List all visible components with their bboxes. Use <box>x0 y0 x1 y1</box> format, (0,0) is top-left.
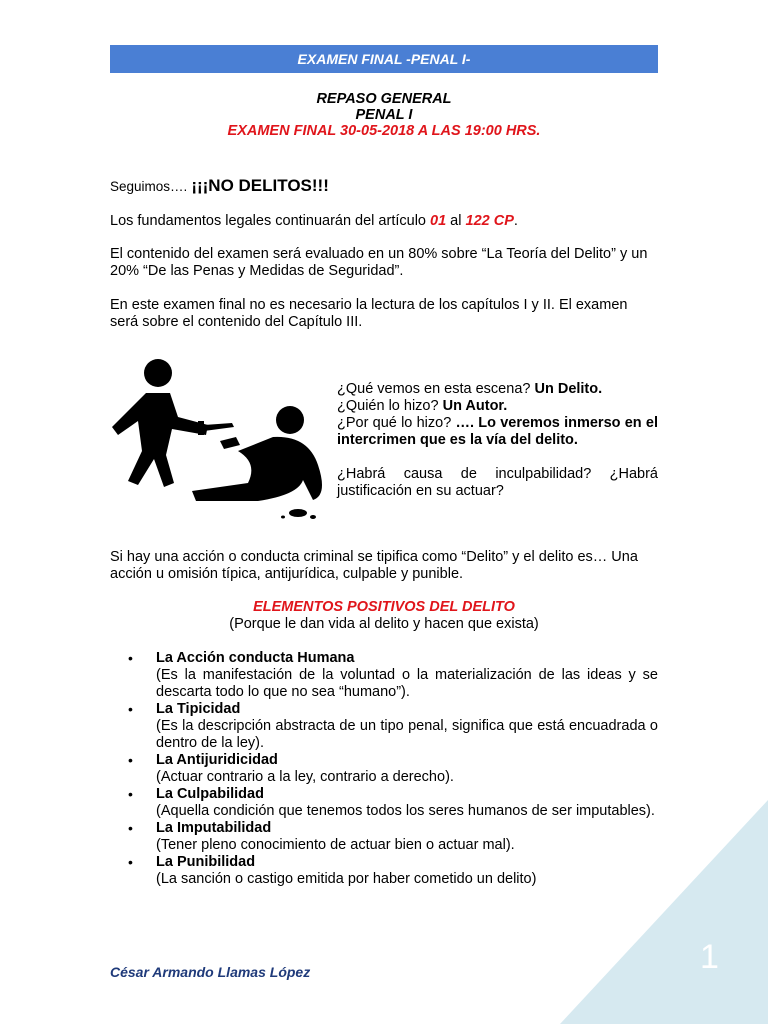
scene-a1: Un Delito. <box>534 381 603 397</box>
contenido-paragraph: El contenido del examen será evaluado en un 80% sobre “La Teoría del Delito” y un 20% “De las Penas y Medidas de Seguridad”. <box>110 246 648 279</box>
title-repaso: REPASO GENERAL <box>316 91 452 107</box>
bullet-icon: • <box>128 650 133 666</box>
bullet-icon: • <box>128 786 133 802</box>
bullet-icon: • <box>128 701 133 717</box>
intro-prefix: Seguimos…. <box>110 179 188 194</box>
intro-line <box>110 177 658 196</box>
bullet-icon: • <box>128 820 133 836</box>
item-title: La Acción conducta Humana <box>156 650 355 666</box>
scene-q2 <box>337 398 658 415</box>
crime-scene-illustration <box>108 355 333 525</box>
definicion-paragraph: Si hay una acción o conducta criminal se tipifica como “Delito” y el delito es… Una acción u omisión típica, antijurídica, culpable y punible. <box>110 549 638 582</box>
intro-emphasis: ¡¡¡NO DELITOS!!! <box>191 176 329 195</box>
scene-q2-text: ¿Quién lo hizo? <box>337 398 443 414</box>
item-desc: (Tener pleno conocimiento de actuar bien o actuar mal). <box>156 837 515 853</box>
item-desc: (Es la descripción abstracta de un tipo penal, significa que está encuadrada o dentro de la ley). <box>156 718 658 751</box>
elementos-subtitle: (Porque le dan vida al delito y hacen que exista) <box>229 616 539 632</box>
item-title: La Punibilidad <box>156 854 256 870</box>
header-banner: EXAMEN FINAL -PENAL I- <box>110 45 658 73</box>
fundamentos-text-e: . <box>513 213 518 229</box>
scene-a3: …. Lo veremos inmerso en el intercrimen que es la vía del delito. <box>337 415 658 448</box>
fundamentos-text-c: al <box>446 213 466 229</box>
item-title: La Tipicidad <box>156 701 241 717</box>
scene-questions <box>337 381 658 500</box>
item-title: La Imputabilidad <box>156 820 272 836</box>
fundamentos-art-start: 01 <box>430 213 447 229</box>
list-item <box>110 701 658 752</box>
title-exam-date: EXAMEN FINAL 30-05-2018 A LAS 19:00 HRS. <box>227 123 541 139</box>
title-block <box>110 91 658 139</box>
scene-q3 <box>337 415 658 449</box>
bullet-icon: • <box>128 854 133 870</box>
item-desc: (Actuar contrario a la ley, contrario a derecho). <box>156 769 454 785</box>
fundamentos-art-end: 122 CP <box>465 213 514 229</box>
item-title: La Antijuridicidad <box>156 752 278 768</box>
fundamentos-line <box>110 213 658 230</box>
fundamentos-text-a: Los fundamentos legales continuarán del artículo <box>110 213 431 229</box>
lectura-paragraph: En este examen final no es necesario la lectura de los capítulos I y II. El examen será sobre el contenido del Capítulo III. <box>110 297 628 330</box>
item-desc: (Es la manifestación de la voluntad o la materialización de las ideas y se descarta todo lo que no sea “humano”). <box>156 667 658 700</box>
elementos-heading <box>110 599 658 633</box>
item-desc: (Aquella condición que tenemos todos los seres humanos de ser imputables). <box>156 803 655 819</box>
list-item <box>110 650 658 701</box>
scene-q1 <box>337 381 658 398</box>
item-desc: (La sanción o castigo emitida por haber cometido un delito) <box>156 871 537 887</box>
list-item <box>110 752 658 786</box>
scene-a2: Un Autor. <box>442 398 508 414</box>
title-penal: PENAL I <box>355 107 413 123</box>
scene-q3-text: ¿Por qué lo hizo? <box>337 415 456 431</box>
scene-q4: ¿Habrá causa de inculpabilidad? ¿Habrá justificación en su actuar? <box>337 466 658 499</box>
item-title: La Culpabilidad <box>156 786 264 802</box>
corner-triangle-decoration <box>560 800 768 1024</box>
bullet-icon: • <box>128 752 133 768</box>
footer-author: César Armando Llamas López <box>110 964 311 980</box>
scene-q1-text: ¿Qué vemos en esta escena? <box>337 381 535 397</box>
elementos-title: ELEMENTOS POSITIVOS DEL DELITO <box>253 599 515 615</box>
page-number: 1 <box>700 938 719 976</box>
